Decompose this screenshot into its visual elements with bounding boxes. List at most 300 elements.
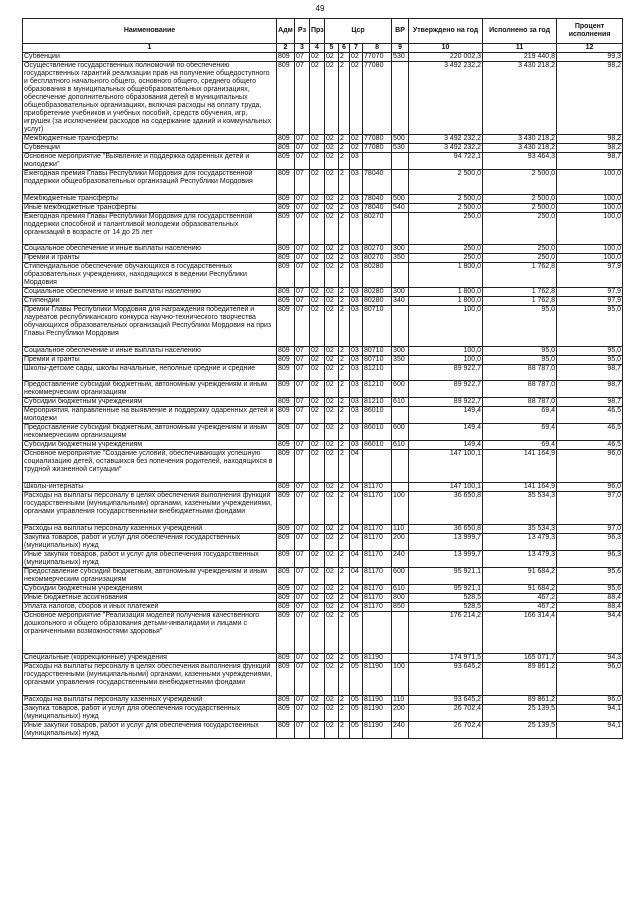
cell-csr-1: 02 (325, 551, 339, 568)
cell-adm: 809 (277, 195, 295, 204)
column-number: 1 (23, 44, 277, 53)
cell-rz: 07 (295, 135, 310, 144)
cell-adm: 809 (277, 245, 295, 254)
cell-percent: 46,5 (557, 407, 623, 424)
cell-csr-3: 03 (350, 347, 363, 356)
cell-rz: 07 (295, 551, 310, 568)
cell-prz: 02 (310, 492, 325, 525)
cell-csr-3: 05 (350, 722, 363, 739)
cell-prz: 02 (310, 381, 325, 398)
cell-vr (392, 407, 409, 424)
cell-vr: 600 (392, 381, 409, 398)
cell-csr-4: 80270 (363, 213, 392, 245)
cell-prz: 02 (310, 356, 325, 365)
cell-adm: 809 (277, 407, 295, 424)
cell-approved: 2 500,0 (409, 170, 483, 195)
cell-csr-3: 04 (350, 603, 363, 612)
cell-rz: 07 (295, 424, 310, 441)
row-name: Предоставление субсидий бюджетным, автономным учреждениям и иным некоммерческим организациям (23, 568, 277, 585)
cell-rz: 07 (295, 603, 310, 612)
cell-adm: 809 (277, 263, 295, 288)
cell-percent: 95,6 (557, 568, 623, 585)
header-percent: Процент исполнения (557, 19, 623, 44)
cell-vr: 600 (392, 424, 409, 441)
cell-csr-3: 03 (350, 297, 363, 306)
cell-csr-3: 03 (350, 441, 363, 450)
cell-prz: 02 (310, 365, 325, 381)
header-adm: Адм (277, 19, 295, 44)
cell-vr (392, 306, 409, 347)
cell-percent: 98,7 (557, 153, 623, 170)
cell-vr: 600 (392, 568, 409, 585)
cell-executed: 1 762,8 (483, 288, 557, 297)
cell-approved: 36 650,8 (409, 525, 483, 534)
cell-csr-4: 86010 (363, 424, 392, 441)
cell-vr (392, 450, 409, 483)
cell-vr: 610 (392, 441, 409, 450)
cell-executed: 250,0 (483, 254, 557, 263)
cell-prz: 02 (310, 585, 325, 594)
cell-csr-3: 03 (350, 424, 363, 441)
cell-rz: 07 (295, 450, 310, 483)
cell-csr-4: 81210 (363, 365, 392, 381)
cell-csr-3: 03 (350, 365, 363, 381)
cell-prz: 02 (310, 306, 325, 347)
cell-csr-1: 02 (325, 195, 339, 204)
column-number: 11 (483, 44, 557, 53)
cell-approved: 94 722,1 (409, 153, 483, 170)
cell-percent: 96,3 (557, 534, 623, 551)
budget-execution-table (22, 18, 623, 739)
cell-vr: 300 (392, 245, 409, 254)
cell-csr-2: 2 (339, 135, 350, 144)
cell-rz: 07 (295, 254, 310, 263)
table-row (23, 381, 623, 398)
table-body (23, 53, 623, 739)
cell-csr-2: 2 (339, 153, 350, 170)
row-name: Школы-детские сады, школы начальные, неполные средние и средние (23, 365, 277, 381)
table-row (23, 263, 623, 288)
cell-vr: 850 (392, 603, 409, 612)
cell-csr-1: 02 (325, 696, 339, 705)
cell-csr-4: 81170 (363, 585, 392, 594)
cell-csr-4 (363, 450, 392, 483)
cell-csr-4: 80270 (363, 254, 392, 263)
table-row (23, 534, 623, 551)
cell-csr-3: 03 (350, 263, 363, 288)
cell-csr-2: 2 (339, 525, 350, 534)
row-name: Премии и гранты (23, 356, 277, 365)
cell-adm: 809 (277, 297, 295, 306)
cell-vr: 110 (392, 696, 409, 705)
table-row (23, 722, 623, 739)
column-number: 8 (363, 44, 392, 53)
column-number: 3 (295, 44, 310, 53)
cell-approved: 93 645,2 (409, 696, 483, 705)
cell-prz: 02 (310, 153, 325, 170)
row-name: Школы-интернаты (23, 483, 277, 492)
cell-rz: 07 (295, 62, 310, 135)
cell-executed: 93 464,3 (483, 153, 557, 170)
cell-rz: 07 (295, 398, 310, 407)
row-name: Расходы на выплаты персоналу казенных учреждений (23, 696, 277, 705)
row-name: Социальное обеспечение и иные выплаты населению (23, 245, 277, 254)
cell-csr-4: 81190 (363, 705, 392, 722)
row-name: Иные закупки товаров, работ и услуг для обеспечения государственных (муниципальных) нужд (23, 551, 277, 568)
cell-executed: 35 534,3 (483, 492, 557, 525)
cell-csr-4: 80280 (363, 288, 392, 297)
cell-prz: 02 (310, 705, 325, 722)
cell-adm: 809 (277, 534, 295, 551)
cell-prz: 02 (310, 612, 325, 654)
cell-vr (392, 365, 409, 381)
row-name: Уплата налогов, сборов и иных платежей (23, 603, 277, 612)
cell-vr: 100 (392, 492, 409, 525)
cell-rz: 07 (295, 381, 310, 398)
cell-adm: 809 (277, 585, 295, 594)
cell-csr-1: 02 (325, 424, 339, 441)
cell-percent: 100,0 (557, 195, 623, 204)
row-name: Социальное обеспечение и иные выплаты населению (23, 288, 277, 297)
cell-vr: 240 (392, 722, 409, 739)
cell-percent: 94,4 (557, 612, 623, 654)
cell-csr-4: 80280 (363, 263, 392, 288)
cell-csr-2: 2 (339, 594, 350, 603)
cell-csr-1: 02 (325, 204, 339, 213)
cell-csr-4: 81190 (363, 663, 392, 696)
cell-csr-3: 04 (350, 525, 363, 534)
cell-csr-3: 04 (350, 594, 363, 603)
cell-adm: 809 (277, 525, 295, 534)
cell-csr-2: 2 (339, 722, 350, 739)
cell-csr-4: 81210 (363, 381, 392, 398)
cell-csr-3: 04 (350, 568, 363, 585)
cell-prz: 02 (310, 450, 325, 483)
cell-rz: 07 (295, 204, 310, 213)
cell-adm: 809 (277, 705, 295, 722)
cell-csr-1: 02 (325, 245, 339, 254)
cell-executed: 25 139,5 (483, 722, 557, 739)
cell-rz: 07 (295, 297, 310, 306)
cell-rz: 07 (295, 705, 310, 722)
table-row (23, 347, 623, 356)
cell-percent: 100,0 (557, 254, 623, 263)
cell-csr-2: 2 (339, 381, 350, 398)
cell-csr-1: 02 (325, 492, 339, 525)
cell-csr-2: 2 (339, 365, 350, 381)
cell-csr-1: 02 (325, 356, 339, 365)
cell-executed: 3 430 218,2 (483, 144, 557, 153)
cell-rz: 07 (295, 288, 310, 297)
cell-rz: 07 (295, 347, 310, 356)
page-number: 49 (315, 4, 325, 13)
cell-executed: 91 684,2 (483, 585, 557, 594)
cell-csr-1: 02 (325, 594, 339, 603)
header-rz: Рз (295, 19, 310, 44)
cell-percent: 94,1 (557, 722, 623, 739)
cell-csr-2: 2 (339, 144, 350, 153)
cell-prz: 02 (310, 288, 325, 297)
cell-csr-1: 02 (325, 663, 339, 696)
cell-csr-3: 03 (350, 356, 363, 365)
cell-csr-4: 80710 (363, 356, 392, 365)
cell-csr-4: 78040 (363, 170, 392, 195)
cell-percent: 98,2 (557, 144, 623, 153)
cell-csr-2: 2 (339, 407, 350, 424)
cell-executed: 13 479,3 (483, 551, 557, 568)
cell-vr: 200 (392, 534, 409, 551)
cell-csr-1: 02 (325, 62, 339, 135)
cell-adm: 809 (277, 365, 295, 381)
row-name: Ежегодная премия Главы Республики Мордовия для государственной поддержки общеобразовательных организаций Республики Мордовия (23, 170, 277, 195)
cell-csr-4: 80270 (363, 245, 392, 254)
cell-rz: 07 (295, 441, 310, 450)
cell-percent: 100,0 (557, 213, 623, 245)
table-row (23, 62, 623, 135)
cell-csr-2: 2 (339, 347, 350, 356)
cell-csr-1: 02 (325, 135, 339, 144)
header-row (23, 19, 623, 44)
cell-csr-1: 02 (325, 144, 339, 153)
cell-adm: 809 (277, 594, 295, 603)
cell-csr-2: 2 (339, 356, 350, 365)
cell-adm: 809 (277, 551, 295, 568)
table-row (23, 245, 623, 254)
cell-vr: 200 (392, 705, 409, 722)
cell-prz: 02 (310, 551, 325, 568)
row-name: Расходы на выплаты персоналу в целях обеспечения выполнения функций государственными (муниципальными) органами, казенными учреждениями, органами управления государственными внебюджетными фондами (23, 663, 277, 696)
header-csr: Цср (325, 19, 392, 44)
cell-approved: 1 800,0 (409, 297, 483, 306)
cell-adm: 809 (277, 492, 295, 525)
cell-csr-3: 05 (350, 654, 363, 663)
cell-percent: 96,3 (557, 551, 623, 568)
row-name: Межбюджетные трансферты (23, 195, 277, 204)
cell-csr-3: 04 (350, 585, 363, 594)
cell-csr-3: 04 (350, 534, 363, 551)
row-name: Иные закупки товаров, работ и услуг для обеспечения государственных (муниципальных) нужд (23, 722, 277, 739)
cell-percent: 100,0 (557, 170, 623, 195)
table-row (23, 492, 623, 525)
cell-executed: 467,2 (483, 603, 557, 612)
cell-csr-4: 78040 (363, 204, 392, 213)
cell-prz: 02 (310, 297, 325, 306)
cell-approved: 3 492 232,2 (409, 135, 483, 144)
cell-executed: 88 787,0 (483, 398, 557, 407)
cell-rz: 07 (295, 663, 310, 696)
cell-rz: 07 (295, 585, 310, 594)
cell-approved: 250,0 (409, 254, 483, 263)
cell-approved: 3 492 232,2 (409, 62, 483, 135)
cell-approved: 1 800,0 (409, 288, 483, 297)
table-row (23, 603, 623, 612)
cell-executed: 13 479,3 (483, 534, 557, 551)
cell-csr-4: 81210 (363, 398, 392, 407)
table-row (23, 663, 623, 696)
cell-csr-4: 81170 (363, 603, 392, 612)
cell-csr-3: 05 (350, 663, 363, 696)
cell-prz: 02 (310, 398, 325, 407)
cell-prz: 02 (310, 603, 325, 612)
cell-csr-4: 77080 (363, 62, 392, 135)
cell-rz: 07 (295, 356, 310, 365)
cell-csr-1: 02 (325, 705, 339, 722)
cell-csr-2: 2 (339, 263, 350, 288)
cell-prz: 02 (310, 213, 325, 245)
cell-csr-3: 03 (350, 213, 363, 245)
cell-csr-3: 03 (350, 381, 363, 398)
row-name: Социальное обеспечение и иные выплаты населению (23, 347, 277, 356)
table-row (23, 204, 623, 213)
cell-prz: 02 (310, 135, 325, 144)
row-name: Расходы на выплаты персоналу казенных учреждений (23, 525, 277, 534)
cell-adm: 809 (277, 306, 295, 347)
cell-prz: 02 (310, 441, 325, 450)
table-row (23, 195, 623, 204)
cell-csr-4 (363, 612, 392, 654)
cell-percent: 88,4 (557, 594, 623, 603)
cell-csr-1: 02 (325, 450, 339, 483)
cell-executed: 1 762,8 (483, 297, 557, 306)
cell-executed: 2 500,0 (483, 195, 557, 204)
cell-csr-3: 03 (350, 170, 363, 195)
cell-adm: 809 (277, 654, 295, 663)
cell-approved: 149,4 (409, 407, 483, 424)
cell-percent: 97,9 (557, 297, 623, 306)
cell-vr: 240 (392, 551, 409, 568)
cell-rz: 07 (295, 483, 310, 492)
cell-csr-1: 02 (325, 213, 339, 245)
cell-executed: 69,4 (483, 424, 557, 441)
cell-executed: 141 164,9 (483, 450, 557, 483)
cell-rz: 07 (295, 696, 310, 705)
cell-csr-2: 2 (339, 398, 350, 407)
cell-vr: 100 (392, 663, 409, 696)
cell-vr: 530 (392, 144, 409, 153)
cell-adm: 809 (277, 213, 295, 245)
cell-csr-1: 02 (325, 297, 339, 306)
cell-csr-3: 02 (350, 53, 363, 62)
cell-csr-2: 2 (339, 568, 350, 585)
cell-vr: 300 (392, 288, 409, 297)
cell-executed: 2 500,0 (483, 170, 557, 195)
cell-approved: 250,0 (409, 213, 483, 245)
cell-prz: 02 (310, 204, 325, 213)
cell-adm: 809 (277, 135, 295, 144)
row-name: Закупка товаров, работ и услуг для обеспечения государственных (муниципальных) нужд (23, 705, 277, 722)
cell-adm: 809 (277, 170, 295, 195)
table-row (23, 213, 623, 245)
row-name: Стипендии (23, 297, 277, 306)
cell-adm: 809 (277, 254, 295, 263)
table-row (23, 424, 623, 441)
cell-rz: 07 (295, 306, 310, 347)
table-row (23, 568, 623, 585)
cell-prz: 02 (310, 347, 325, 356)
cell-vr: 610 (392, 398, 409, 407)
cell-csr-1: 02 (325, 525, 339, 534)
cell-prz: 02 (310, 62, 325, 135)
cell-csr-2: 2 (339, 245, 350, 254)
cell-csr-3: 03 (350, 398, 363, 407)
cell-csr-3: 05 (350, 612, 363, 654)
column-number: 4 (310, 44, 325, 53)
cell-percent: 97,9 (557, 288, 623, 297)
cell-rz: 07 (295, 492, 310, 525)
cell-csr-3: 04 (350, 483, 363, 492)
cell-prz: 02 (310, 534, 325, 551)
table-row (23, 288, 623, 297)
table-row (23, 365, 623, 381)
cell-prz: 02 (310, 263, 325, 288)
cell-vr: 340 (392, 297, 409, 306)
table-row (23, 398, 623, 407)
row-name: Субвенции (23, 144, 277, 153)
table-row (23, 551, 623, 568)
table-row (23, 450, 623, 483)
cell-csr-2: 2 (339, 53, 350, 62)
cell-csr-4: 77080 (363, 144, 392, 153)
cell-prz: 02 (310, 195, 325, 204)
cell-vr (392, 612, 409, 654)
cell-rz: 07 (295, 245, 310, 254)
cell-adm: 809 (277, 381, 295, 398)
row-name: Премии Главы Республики Мордовия для награждения победителей и лауреатов республиканского конкурса научно-технического творчества обучающихся образовательных организаций Республики Мордовия на приз Главы Республики Мордовия (23, 306, 277, 347)
cell-vr: 110 (392, 525, 409, 534)
cell-percent: 98,7 (557, 381, 623, 398)
cell-executed: 95,0 (483, 356, 557, 365)
cell-csr-3: 02 (350, 135, 363, 144)
cell-rz: 07 (295, 568, 310, 585)
cell-approved: 89 922,7 (409, 398, 483, 407)
cell-percent: 96,0 (557, 483, 623, 492)
cell-percent: 95,0 (557, 347, 623, 356)
cell-csr-1: 02 (325, 53, 339, 62)
cell-executed: 3 430 218,2 (483, 135, 557, 144)
column-number: 12 (557, 44, 623, 53)
cell-csr-3: 02 (350, 144, 363, 153)
cell-executed: 95,0 (483, 347, 557, 356)
cell-percent: 100,0 (557, 204, 623, 213)
cell-csr-4: 77080 (363, 135, 392, 144)
cell-adm: 809 (277, 603, 295, 612)
cell-adm: 809 (277, 663, 295, 696)
row-name: Закупка товаров, работ и услуг для обеспечения государственных (муниципальных) нужд (23, 534, 277, 551)
row-name: Иные бюджетные ассигнования (23, 594, 277, 603)
table-row (23, 254, 623, 263)
cell-vr: 540 (392, 204, 409, 213)
row-name: Субсидии бюджетным учреждениям (23, 585, 277, 594)
cell-csr-3: 03 (350, 288, 363, 297)
cell-percent: 100,0 (557, 245, 623, 254)
cell-approved: 95 921,1 (409, 568, 483, 585)
cell-csr-2: 2 (339, 696, 350, 705)
table-row (23, 144, 623, 153)
cell-percent: 88,4 (557, 603, 623, 612)
cell-rz: 07 (295, 195, 310, 204)
cell-rz: 07 (295, 525, 310, 534)
cell-csr-2: 2 (339, 654, 350, 663)
cell-percent: 95,0 (557, 306, 623, 347)
cell-prz: 02 (310, 568, 325, 585)
cell-percent: 98,7 (557, 365, 623, 381)
cell-percent: 99,3 (557, 53, 623, 62)
cell-prz: 02 (310, 722, 325, 739)
cell-percent: 97,9 (557, 263, 623, 288)
row-name: Осуществление государственных полномочий по обеспечению государственных гарантий реализации прав на получение общедоступного и бесплатного начального общего, основного общего, среднего общего образования в муниципальных общеобразовательных организациях, обеспечение дополнительного образования детей в муниципальных общеобразовательных организациях, включая расходы на оплату труда, приобретение учебников и учебных пособий, средств обучения, игр, игрушек (за исключением расходов на содержание зданий и коммунальных услуг) (23, 62, 277, 135)
cell-vr: 800 (392, 594, 409, 603)
row-name: Премии и гранты (23, 254, 277, 263)
